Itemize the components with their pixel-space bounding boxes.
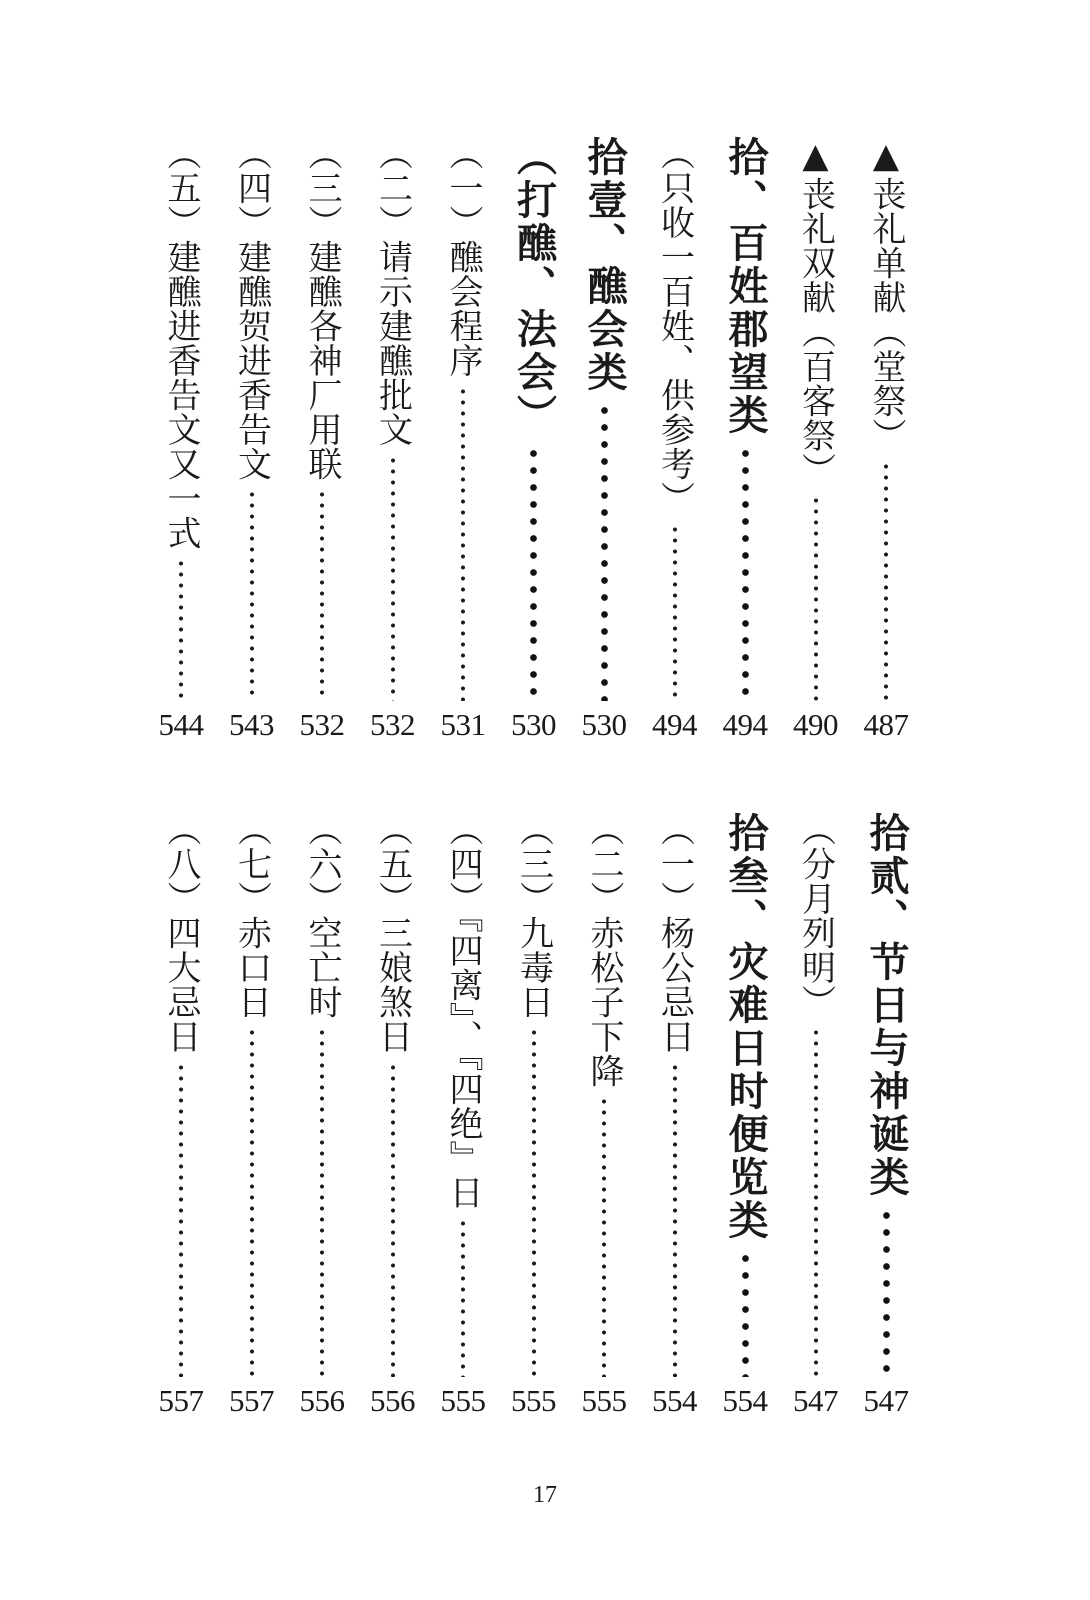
dot-leader	[460, 1218, 466, 1378]
toc-entry-title: （六）空亡时	[302, 812, 342, 1019]
dot-leader	[531, 1027, 537, 1377]
toc-entry[interactable]	[710, 136, 780, 740]
dot-leader	[813, 1027, 819, 1377]
toc-entry[interactable]	[499, 136, 569, 740]
toc-page-number: 530	[511, 707, 556, 742]
toc-page-number: 554	[722, 1383, 768, 1418]
toc-entry-title: （七）赤口日	[231, 812, 272, 1019]
toc-entry[interactable]	[146, 136, 216, 740]
toc-entry[interactable]	[569, 812, 639, 1416]
toc-entry[interactable]	[217, 812, 287, 1416]
toc-page-number: 532	[299, 707, 345, 742]
toc-entry[interactable]	[287, 136, 357, 740]
toc-lower-block	[0, 812, 1090, 1416]
toc-heading: 拾、百姓郡望类	[722, 136, 768, 437]
toc-entry-title: ▲丧礼双献（百客祭）	[795, 136, 836, 487]
toc-entry[interactable]	[851, 136, 921, 740]
dot-leader	[601, 1096, 607, 1377]
toc-entry-title: （八）四大忌日	[161, 812, 201, 1054]
dot-leader	[319, 489, 325, 701]
toc-entry[interactable]	[428, 136, 498, 740]
toc-page-number: 557	[229, 1383, 274, 1418]
toc-page-number: 494	[652, 707, 697, 742]
toc-entry-title: （一）醮会程序	[443, 136, 483, 378]
toc-entry-title: （只收一百姓、供参考）	[654, 136, 695, 516]
toc-entry[interactable]	[569, 136, 639, 740]
page-number: 17	[533, 1482, 557, 1508]
toc-page-number: 531	[440, 707, 486, 742]
toc-entry-title: ▲丧礼单献（堂祭）	[866, 136, 906, 453]
toc-page-number: 532	[370, 707, 415, 742]
toc-entry-title: （四）『四离』、『四绝』日	[443, 812, 483, 1210]
dot-leader	[178, 1062, 184, 1378]
toc-page-number: 544	[158, 707, 204, 742]
dot-leader	[741, 445, 750, 701]
dot-leader	[600, 402, 609, 701]
toc-page-number: 555	[511, 1383, 556, 1418]
dot-leader	[883, 461, 889, 702]
dot-leader	[529, 445, 538, 701]
toc-page-number: 490	[793, 707, 838, 742]
toc-page-number: 556	[299, 1383, 345, 1418]
dot-leader	[672, 524, 678, 702]
toc-entry[interactable]	[781, 812, 851, 1416]
toc-heading: 拾叁、灾难日时便览类	[722, 812, 768, 1242]
toc-page-number: 556	[370, 1383, 415, 1418]
dot-leader	[249, 1027, 255, 1377]
toc-entry-title: （分月列明）	[795, 812, 836, 1019]
toc-entry-title: （三）建醮各神厂用联	[302, 136, 342, 481]
toc-entry[interactable]	[358, 136, 428, 740]
dot-leader	[178, 558, 184, 701]
toc-entry[interactable]	[358, 812, 428, 1416]
toc-page-number: 547	[793, 1383, 838, 1418]
dot-leader	[672, 1062, 678, 1378]
toc-page-number: 487	[863, 707, 909, 742]
toc-entry[interactable]	[640, 812, 710, 1416]
dot-leader	[390, 455, 396, 702]
toc-upper-block	[0, 136, 1090, 740]
toc-entry[interactable]	[499, 812, 569, 1416]
toc-entry-title: （四）建醮贺进香告文	[231, 136, 272, 481]
toc-entry[interactable]	[146, 812, 216, 1416]
toc-page-number: 557	[158, 1383, 204, 1418]
dot-leader	[460, 386, 466, 702]
dot-leader	[882, 1207, 891, 1377]
toc-page-number: 543	[229, 707, 274, 742]
toc-entry[interactable]	[851, 812, 921, 1416]
dot-leader	[390, 1062, 396, 1378]
toc-page-number: 554	[652, 1383, 697, 1418]
dot-leader	[813, 495, 819, 701]
toc-page-number: 555	[581, 1383, 627, 1418]
toc-page-number: 494	[722, 707, 768, 742]
dot-leader	[319, 1027, 325, 1377]
toc-entry-title: （二）请示建醮批文	[372, 136, 413, 447]
toc-heading: （打醮、法会）	[510, 136, 557, 437]
toc-entry[interactable]	[217, 136, 287, 740]
toc-page-number: 555	[440, 1383, 486, 1418]
toc-entry-title: （一）杨公忌日	[654, 812, 695, 1054]
toc-entry[interactable]	[710, 812, 780, 1416]
toc-entry[interactable]	[781, 136, 851, 740]
toc-entry[interactable]	[640, 136, 710, 740]
toc-entry-title: （五）建醮进香告文又一式	[161, 136, 201, 550]
dot-leader	[249, 489, 255, 701]
toc-entry[interactable]	[428, 812, 498, 1416]
dot-leader	[741, 1250, 750, 1377]
toc-heading: 拾贰、节日与神诞类	[863, 812, 909, 1199]
toc-page-number: 547	[863, 1383, 909, 1418]
toc-entry-title: （二）赤松子下降	[584, 812, 624, 1088]
toc-page-number: 530	[581, 707, 627, 742]
toc-entry[interactable]	[287, 812, 357, 1416]
toc-entry-title: （五）三娘煞日	[372, 812, 413, 1054]
toc-heading: 拾壹、醮会类	[581, 136, 627, 394]
toc-entry-title: （三）九毒日	[513, 812, 554, 1019]
